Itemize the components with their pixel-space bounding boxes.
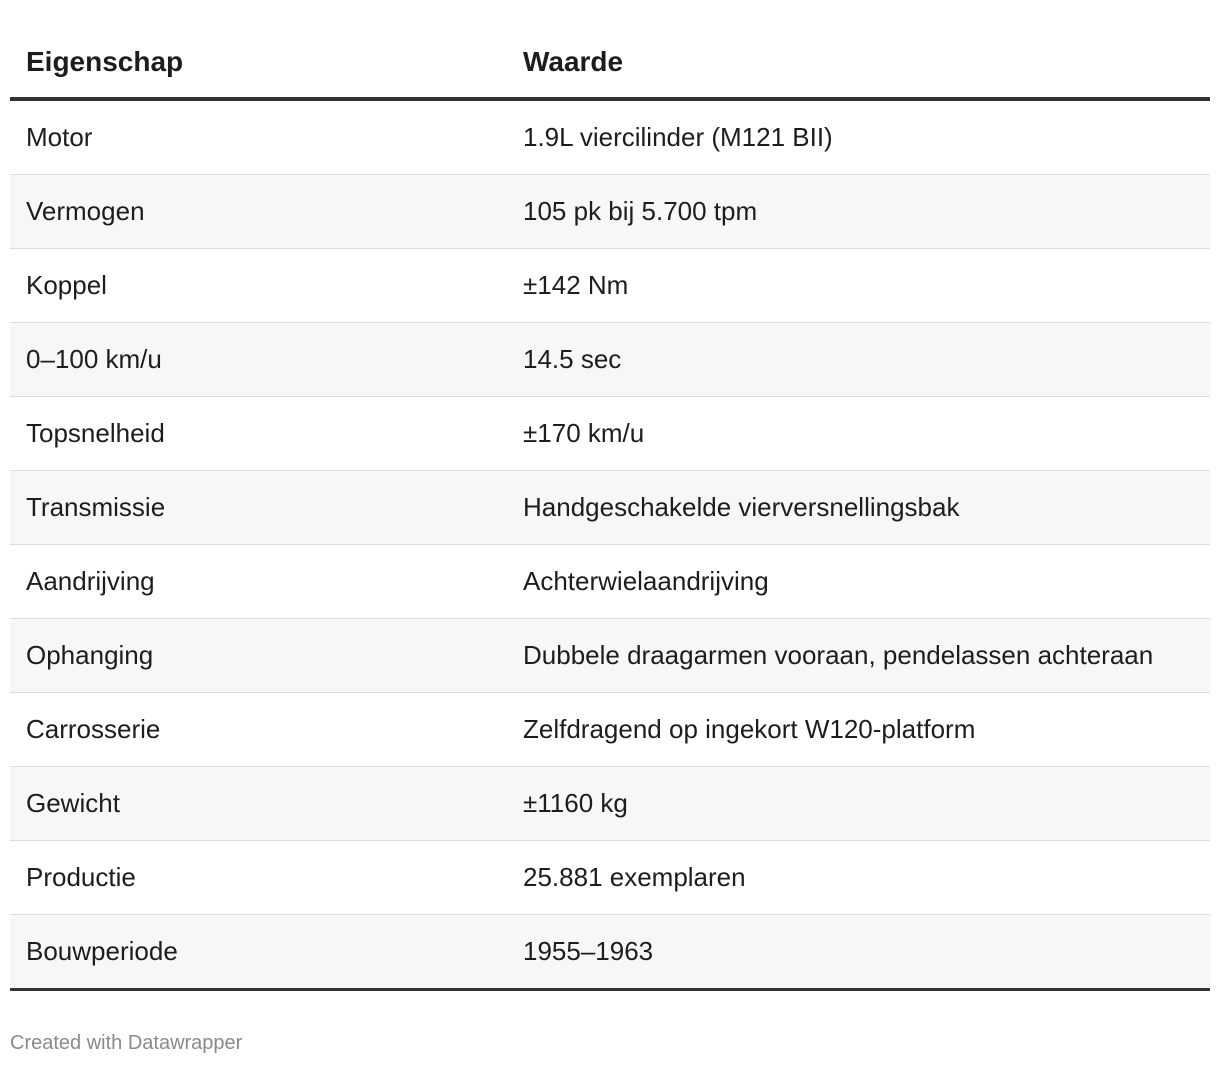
column-header-waarde[interactable]: Waarde <box>507 26 1210 99</box>
table-row <box>10 545 1210 619</box>
table-header <box>10 26 1210 99</box>
property-cell: Gewicht <box>10 767 507 841</box>
table-body <box>10 99 1210 990</box>
property-cell: Aandrijving <box>10 545 507 619</box>
table-row <box>10 99 1210 175</box>
value-cell: 1955–1963 <box>507 915 1210 990</box>
table-row <box>10 841 1210 915</box>
property-cell: Topsnelheid <box>10 397 507 471</box>
table-row <box>10 175 1210 249</box>
value-cell: ±142 Nm <box>507 249 1210 323</box>
table-row <box>10 693 1210 767</box>
property-cell: Productie <box>10 841 507 915</box>
value-cell: Dubbele draagarmen vooraan, pendelassen achteraan <box>507 619 1210 693</box>
value-cell: Handgeschakelde vierversnellingsbak <box>507 471 1210 545</box>
datawrapper-credit[interactable]: Created with Datawrapper <box>10 1032 243 1054</box>
spec-table-container <box>10 26 1210 991</box>
property-cell: Ophanging <box>10 619 507 693</box>
property-cell: Motor <box>10 99 507 175</box>
value-cell: ±170 km/u <box>507 397 1210 471</box>
header-row <box>10 26 1210 99</box>
value-cell: 1.9L viercilinder (M121 BII) <box>507 99 1210 175</box>
value-cell: 14.5 sec <box>507 323 1210 397</box>
spec-table <box>10 26 1210 991</box>
value-cell: Achterwielaandrijving <box>507 545 1210 619</box>
table-row <box>10 397 1210 471</box>
value-cell: 105 pk bij 5.700 tpm <box>507 175 1210 249</box>
table-row <box>10 767 1210 841</box>
table-row <box>10 619 1210 693</box>
value-cell: 25.881 exemplaren <box>507 841 1210 915</box>
property-cell: Transmissie <box>10 471 507 545</box>
table-row <box>10 323 1210 397</box>
table-row <box>10 249 1210 323</box>
property-cell: Koppel <box>10 249 507 323</box>
property-cell: Carrosserie <box>10 693 507 767</box>
value-cell: Zelfdragend op ingekort W120-platform <box>507 693 1210 767</box>
column-header-eigenschap[interactable]: Eigenschap <box>10 26 507 99</box>
property-cell: Bouwperiode <box>10 915 507 990</box>
property-cell: 0–100 km/u <box>10 323 507 397</box>
table-row <box>10 471 1210 545</box>
property-cell: Vermogen <box>10 175 507 249</box>
table-row <box>10 915 1210 990</box>
value-cell: ±1160 kg <box>507 767 1210 841</box>
